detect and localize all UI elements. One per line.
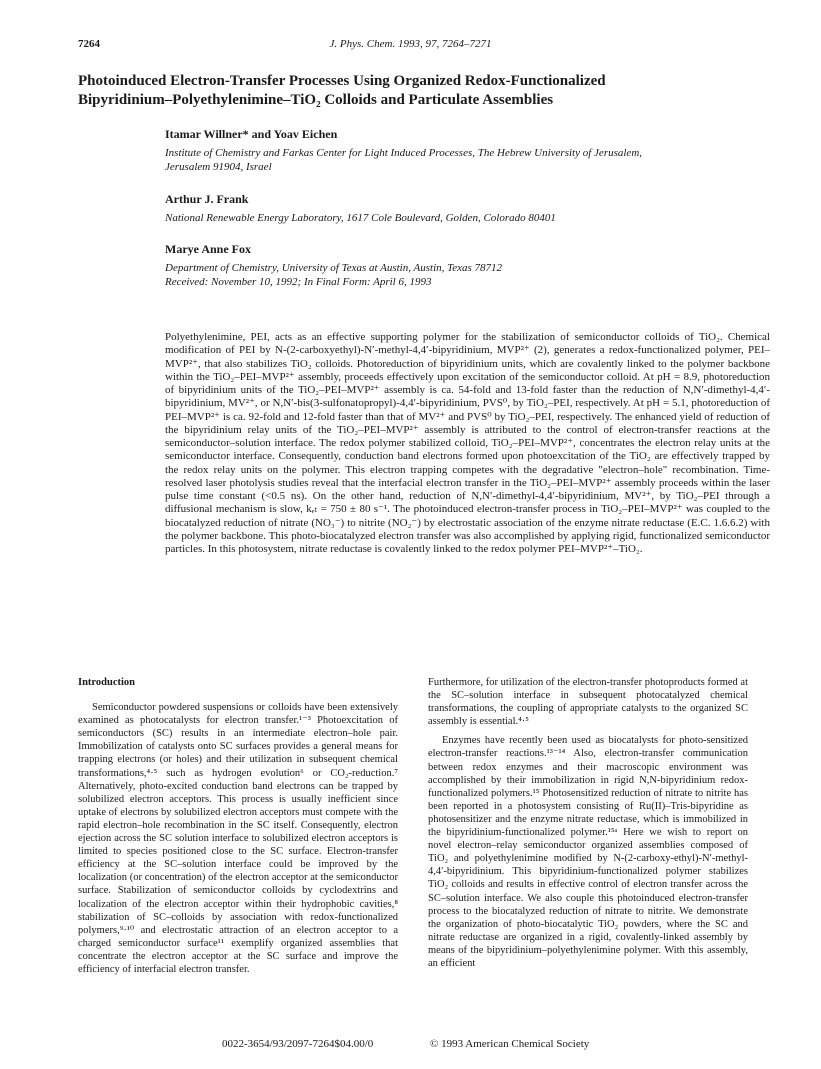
right-column: [428, 676, 748, 976]
title-line-1: Photoinduced Electron-Transfer Processes Using Organized Redox-Functionalized: [78, 73, 606, 89]
abstract: Polyethylenimine, PEI, acts as an effective supporting polymer for the stabilization of semiconductor colloids of TiO₂. Chemical modification of PEI by N-(2-carboxyethyl)-N′-methyl-4,4′-bipyridinium, MVP²⁺ (2), generates a redox-functionalized polymer, PEI–MVP²⁺, that also stabilizes TiO₂ colloids. Photoreduction of bipyridinium units, which are covalently linked to the polymer backbone within the TiO₂–PEI–MVP²⁺ assembly, proceeds effectively upon excitation of the semiconductor colloid. At pH = 8.9, photoreduction of bipyridinium units of the TiO₂–PEI–MVP²⁺ assembly is ca. 54-fold and 13-fold faster than the reduction of N,N′-dimethyl-4,4′-bipyridinium, MV²⁺, or N,N′-bis(3-sulfonatopropyl)-4,4′-bipyridinium, PVS⁰, by TiO₂–PEI, respectively. At pH = 5.1, photoreduction of PEI–MVP²⁺ is ca. 92-fold and 12-fold faster than that of MV²⁺ and PVS⁰ by TiO₂–PEI, respectively. The enhanced yield of reduction of the bipyridinium relay units of the TiO₂–PEI–MVP²⁺ assembly is attributed to the control of electron-transfer reactions at the semiconductor–solution interface. The redox polymer stabilized colloid, TiO₂–PEI–MVP²⁺, concentrates the electron relay units at the semiconductor interface. Consequently, conduction band electrons formed upon photoexcitation of the TiO₂ are effectively trapped by the redox relay units on the polymer. This electron trapping competes with the degradative "electron–hole" recombination. Time-resolved laser photolysis studies reveal that the interfacial electron transfer in the TiO₂–PEI–MVP²⁺ assembly proceeds within the laser pulse time constant (<0.5 ns). On the other hand, reduction of N,N′-dimethyl-4,4′-bipyridinium, MV²⁺, by TiO₂–PEI through a diffusional mechanism is slow, kₑₜ = 750 ± 80 s⁻¹. The photoinduced electron-transfer process in TiO₂–PEI–MVP²⁺ was coupled to the biocatalyzed reduction of nitrate (NO₃⁻) to nitrite (NO₂⁻) by electrostatic association of the enzyme nitrate reductase (E.C. 1.6.6.2) with the polymer backbone. This photo-biocatalyzed electron transfer was also accomplished by applying rigid, functionalized semiconductor particles. In this photosystem, nitrate reductase is covalently linked to the redox polymer PEI–MVP²⁺–TiO₂.: [165, 331, 770, 555]
paragraph: Furthermore, for utilization of the electron-transfer photoproducts formed at the SC–solution interface in subsequent photocatalyzed chemical transformations, the coupling of appropriate catalysts to the organized SC assembly is essential.⁴·⁵: [428, 677, 748, 728]
received-dates: Received: November 10, 1992; In Final Form: April 6, 1993: [165, 276, 432, 288]
title-line-2: Bipyridinium–Polyethylenimine–TiO₂ Colloids and Particulate Assemblies: [78, 92, 554, 108]
journal-reference: J. Phys. Chem. 1993, 97, 7264–7271: [329, 38, 492, 50]
paragraph: Semiconductor powdered suspensions or colloids have been extensively examined as photocatalysts for electron transfer.¹⁻³ Photoexcitation of semiconductors (SC) results in an intermediate electron–hole pair. Immobilization of catalysts onto SC surfaces provides a general means for trapping electrons (or holes) and their utilization in subsequent chemical transformations,⁴·⁵ such as hydrogen evolution⁶ or CO₂-reduction.⁷ Alternatively, photo-excited conduction band electrons can be trapped by solubilized electron acceptors. This process is usually inefficient since uptake of electrons by solubilized electron acceptors must compete with the rapid electron–hole recombination in the SC itself. Consequently, electron ejection across the SC solution interface to solubilized electron acceptors is limited to species positioned close to the SC surface. Electron-transfer efficiency at the SC–solution interface could be improved by the localization (or concentration) of the electron acceptor at the semiconductor surface. Stabilization of semiconductor colloids by cyclodextrins and localization of the electron acceptor within their hydrophobic cavities,⁸ stabilization of SC–colloids by association with redox-functionalized polymers,⁹·¹⁰ and electrostatic attraction of an electron acceptor to a charged semiconductor surface¹¹ exemplify organized assemblies that concentrate the electron acceptor at the SC surface and improve the efficiency of interfacial electron transfer.: [78, 702, 398, 975]
affiliation-line: Department of Chemistry, University of Texas at Austin, Austin, Texas 78712: [165, 262, 503, 274]
paragraph: Enzymes have recently been used as biocatalysts for photo-sensitized electron-transfer reactions.¹³⁻¹⁴ Also, electron-transfer communication between redox enzymes and their macroscopic environment was accomplished by their immobilization in rigid N,N-bipyridinium redox-functionalized polymers.¹⁵ Photosensitized reduction of nitrate to nitrite has been reported in a photosystem consisting of Ru(II)–Tris-bipyridine as photosensitizer and the enzyme nitrate reductase, which is immobilized in the bipyridinium-functionalized polymer.¹⁵ᵃ Here we wish to report on novel electron–relay semiconductor organized assemblies composed of TiO₂ and polyethylenimine modified by N-(2-carboxy-ethyl)-N′-methyl-4,4′-bipyridinium. This bipyridinium-functionalized polymer stabilizes TiO₂ colloids and results in effective control of electron transfer across the SC–solution interface. We also couple this photoinduced electron-transfer process to the biocatalyzed reduction of nitrate to nitrite. We demonstrate the organization of photo-biocatalytic TiO₂ powders, where the SC and nitrate reductase are organized in a rigid, covalently-linked assembly by means of the bipyridinium–polyethylenimine polymer. With this assembly, an efficient: [428, 735, 748, 969]
author-block-2: [165, 192, 775, 225]
article-title: [78, 72, 758, 110]
section-heading-introduction: Introduction: [78, 677, 135, 688]
author-names: Itamar Willner* and Yoav Eichen: [165, 127, 338, 141]
affiliation-line: National Renewable Energy Laboratory, 1617 Cole Boulevard, Golden, Colorado 80401: [165, 212, 556, 224]
affiliation-line: Institute of Chemistry and Farkas Center for Light Induced Processes, The Hebrew University of Jerusalem,: [165, 147, 643, 159]
author-names: Arthur J. Frank: [165, 192, 249, 206]
affiliation-line: Jerusalem 91904, Israel: [165, 161, 272, 173]
footer-article-code: 0022-3654/93/2097-7264$04.00/0: [222, 1038, 374, 1050]
page-number: 7264: [78, 38, 100, 50]
footer-copyright: © 1993 American Chemical Society: [430, 1038, 590, 1050]
left-column: [78, 676, 398, 982]
author-names: Marye Anne Fox: [165, 242, 251, 256]
author-block-3: [165, 242, 775, 289]
author-block-1: [165, 127, 775, 174]
